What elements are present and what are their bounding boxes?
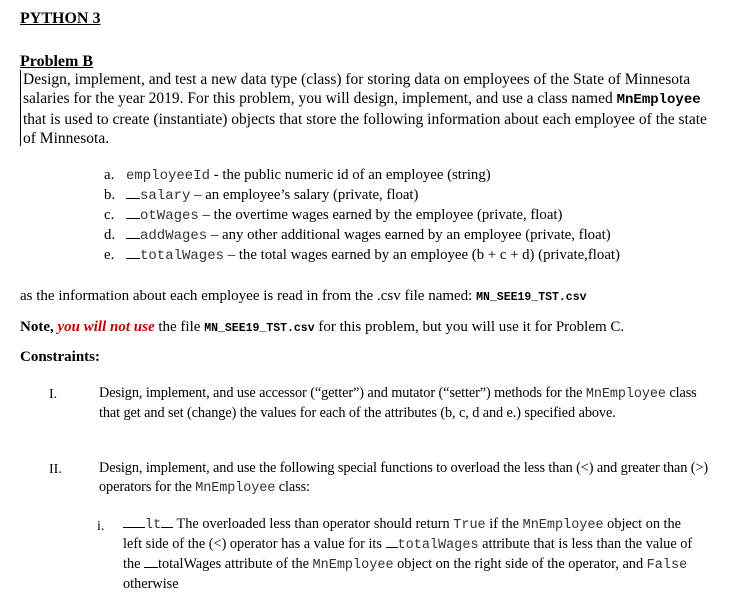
class-name: MnEmployee (522, 518, 604, 533)
attribute-item (104, 206, 562, 226)
problem-heading: Problem B (20, 53, 94, 70)
attribute-desc: – the total wages earned by an employee (b + c + d) (private,float) (224, 247, 620, 263)
class-name: MnEmployee (195, 481, 276, 496)
attribute-item (104, 226, 611, 246)
note-line (20, 318, 624, 338)
blank-line (161, 515, 173, 528)
list-label: b. (104, 187, 116, 203)
constraint-desc: class: (275, 479, 310, 495)
info-text: as the information about each employee is read in from the .csv file named: (20, 288, 477, 304)
constraint-desc: Design, implement, and use accessor (“getter”) and mutator (“setter”) methods for the (99, 385, 586, 401)
constraint-numeral: II. (49, 462, 62, 477)
csv-filename: MN_SEE19_TST.csv (476, 291, 587, 304)
blank-line (386, 535, 398, 548)
sub-item-desc: otherwise (123, 576, 179, 592)
attribute-desc: - the public numeric id of an employee (string) (210, 167, 491, 183)
sub-item-desc: attribute that is less than the value of the (123, 536, 693, 572)
attribute-item (104, 246, 620, 266)
list-label: c. (104, 207, 115, 223)
attribute-name: totalWages (140, 248, 225, 264)
method-name: lt (145, 518, 162, 533)
problem-description (20, 70, 723, 146)
list-label: d. (104, 227, 116, 243)
list-label: a. (104, 167, 115, 183)
sub-item-numeral: i. (97, 519, 105, 534)
note-text: for this problem, but you will use it for Problem C. (314, 319, 625, 335)
description-text: that is used to create (instantiate) objects that store the following information about each employee of the state of Minnesota. (23, 111, 707, 147)
note-emphasis: you will not use (57, 319, 155, 335)
note-label: Note, (20, 319, 54, 335)
constraint-desc: class that get and set (change) the values for each of the attributes (b, c, d and e.) specified above. (99, 385, 697, 421)
csv-info-line (20, 287, 587, 307)
attribute-desc: – any other additional wages earned by an employee (private, float) (207, 227, 611, 243)
constraint-desc: Design, implement, and use the following special functions to overload the less than (<) and greater than (>) operators for the (99, 460, 709, 495)
attribute-item (104, 186, 418, 206)
attribute-item (104, 166, 491, 186)
page-title: PYTHON 3 (20, 10, 101, 27)
sub-item-text (123, 515, 693, 594)
sub-item-desc: The overloaded less than operator should return (173, 516, 454, 532)
attribute-name: otWages (140, 208, 199, 224)
blank-line (126, 186, 140, 199)
blank-line (144, 555, 158, 568)
constraint-text (99, 459, 709, 498)
attribute-desc: – an employee’s salary (private, float) (190, 187, 419, 203)
blank-line (126, 246, 140, 259)
csv-filename: MN_SEE19_TST.csv (204, 322, 315, 335)
class-name: MnEmployee (312, 558, 394, 573)
class-name: MnEmployee (616, 92, 701, 108)
attribute-desc: – the overtime wages earned by the employee (private, float) (198, 207, 563, 223)
blank-line (126, 206, 140, 219)
sub-item-desc: object on the right side of the operator, and (393, 556, 647, 572)
constraint-numeral: I. (49, 387, 58, 402)
blank-line (126, 226, 140, 239)
constraints-heading: Constraints: (20, 349, 101, 365)
note-text: the file (154, 319, 205, 335)
sub-item-desc: object on the left side of the (<) operator has a value for its (123, 516, 682, 552)
class-name: MnEmployee (585, 387, 666, 402)
attribute-name: employeeId (126, 168, 211, 184)
list-label: e. (104, 247, 115, 263)
attribute-name: totalWages (397, 538, 479, 553)
keyword-false: False (646, 558, 688, 573)
sub-item-desc: totalWages attribute of the (158, 556, 313, 572)
attribute-name: addWages (140, 228, 208, 244)
description-text: Design, implement, and test a new data type (class) for storing data on employees of the State of Minnesota salaries for the year 2019. For this problem, you will design, implement, and use a class named (23, 71, 691, 107)
blank-line (123, 515, 145, 528)
constraint-text (99, 384, 709, 423)
keyword-true: True (453, 518, 486, 533)
attribute-name: salary (140, 188, 191, 204)
sub-item-desc: if the (485, 516, 523, 532)
